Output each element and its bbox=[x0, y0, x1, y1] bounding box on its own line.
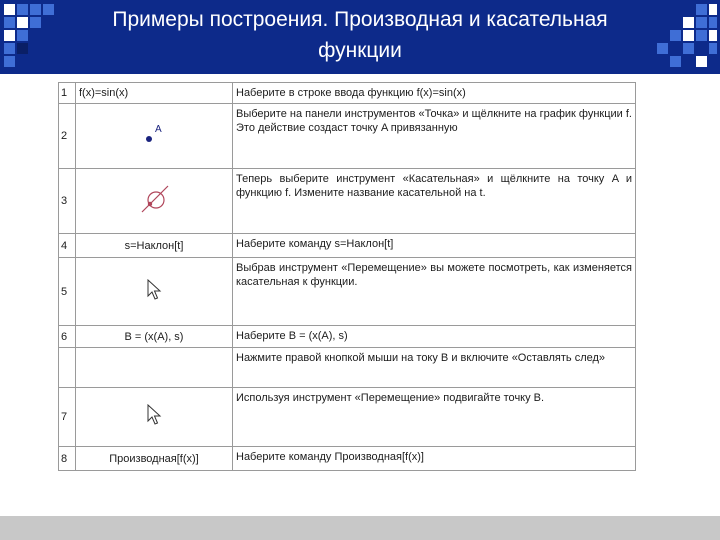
input-command: f(x)=sin(x) bbox=[76, 83, 233, 104]
decor-square bbox=[4, 17, 15, 28]
tool-icon-cell bbox=[76, 104, 233, 169]
decor-square bbox=[30, 17, 41, 28]
row-number: 7 bbox=[59, 388, 76, 447]
decor-square bbox=[670, 56, 681, 67]
row-number bbox=[59, 348, 76, 388]
row-number: 4 bbox=[59, 234, 76, 258]
tool-icon-cell bbox=[76, 388, 233, 447]
decor-square bbox=[17, 4, 28, 15]
decor-square bbox=[709, 30, 717, 41]
table-row bbox=[59, 169, 636, 234]
decor-square bbox=[4, 4, 15, 15]
table-row bbox=[59, 388, 636, 447]
decor-square bbox=[43, 4, 54, 15]
move-cursor-icon bbox=[146, 404, 162, 430]
slide-title-line2: функции bbox=[318, 39, 402, 62]
decor-square bbox=[4, 30, 15, 41]
table-row bbox=[59, 83, 636, 104]
row-description: Наберите команду Производная[f(x)] bbox=[233, 447, 636, 471]
row-description: Наберите команду s=Наклон[t] bbox=[233, 234, 636, 258]
row-number: 1 bbox=[59, 83, 76, 104]
row-description: Выбрав инструмент «Перемещение» вы можете посмотреть, как изменяется касательная к функции. bbox=[233, 258, 636, 326]
decor-square bbox=[696, 56, 707, 67]
table-row bbox=[59, 104, 636, 169]
row-number: 2 bbox=[59, 104, 76, 169]
row-description: Наберите B = (x(A), s) bbox=[233, 326, 636, 348]
row-number: 8 bbox=[59, 447, 76, 471]
point-label: A bbox=[155, 124, 162, 135]
decor-square bbox=[696, 17, 707, 28]
input-command: B = (x(A), s) bbox=[76, 326, 233, 348]
decor-square bbox=[30, 4, 41, 15]
decor-square bbox=[4, 43, 15, 54]
row-description: Нажмите правой кнопкой мыши на току B и включите «Оставлять след» bbox=[233, 348, 636, 388]
tool-icon-cell bbox=[76, 169, 233, 234]
point-tool-icon bbox=[137, 121, 171, 151]
row-description: Используя инструмент «Перемещение» подвигайте точку B. bbox=[233, 388, 636, 447]
input-command: s=Наклон[t] bbox=[76, 234, 233, 258]
decor-square bbox=[17, 17, 28, 28]
decor-square bbox=[17, 30, 28, 41]
row-description: Выберите на панели инструментов «Точка» и щёлкните на график функции f. Это действие создаст точку A привязанную bbox=[233, 104, 636, 169]
tangent-tool-icon bbox=[134, 182, 174, 220]
decor-square bbox=[696, 4, 707, 15]
slide-title bbox=[70, 4, 650, 66]
steps-table bbox=[58, 82, 636, 471]
row-description: Наберите в строке ввода функцию f(x)=sin(x) bbox=[233, 83, 636, 104]
table-row bbox=[59, 447, 636, 471]
move-cursor-icon bbox=[146, 279, 162, 305]
decor-square bbox=[4, 56, 15, 67]
decor-square bbox=[709, 43, 717, 54]
slide-footer-bar bbox=[0, 516, 720, 540]
table-row bbox=[59, 326, 636, 348]
row-number: 3 bbox=[59, 169, 76, 234]
decor-square bbox=[683, 43, 694, 54]
decor-square bbox=[683, 17, 694, 28]
table-row bbox=[59, 234, 636, 258]
slide-title-line1: Примеры построения. Производная и касательная bbox=[112, 8, 608, 31]
decor-square bbox=[696, 30, 707, 41]
input-command bbox=[76, 348, 233, 388]
tool-icon-cell bbox=[76, 258, 233, 326]
decor-square bbox=[683, 30, 694, 41]
decor-square bbox=[17, 43, 28, 54]
row-number: 5 bbox=[59, 258, 76, 326]
row-number: 6 bbox=[59, 326, 76, 348]
decor-square bbox=[670, 30, 681, 41]
decor-square bbox=[709, 4, 717, 15]
input-command: Производная[f(x)] bbox=[76, 447, 233, 471]
decor-square bbox=[709, 17, 717, 28]
decor-square bbox=[657, 43, 668, 54]
slide-header bbox=[0, 0, 720, 74]
table-row bbox=[59, 348, 636, 388]
table-row bbox=[59, 258, 636, 326]
row-description: Теперь выберите инструмент «Касательная» и щёлкните на точку A и функцию f. Измените название касательной на t. bbox=[233, 169, 636, 234]
